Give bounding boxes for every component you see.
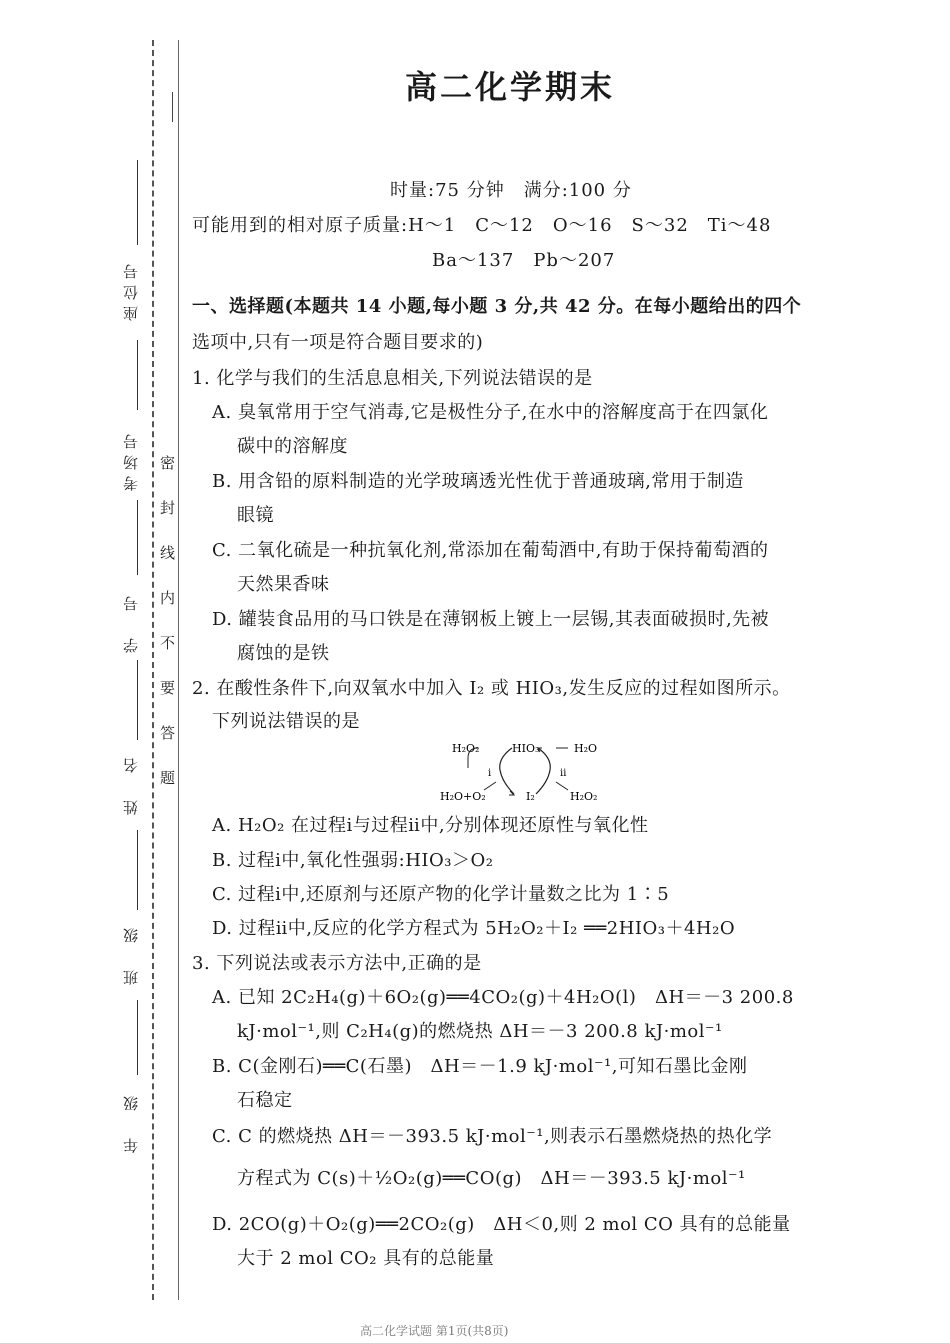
grade-line <box>137 1000 138 1075</box>
page-title: 高二化学期末 <box>404 68 615 106</box>
margin-border <box>178 40 179 1300</box>
diagram-label-ii: ⅱ <box>560 768 567 779</box>
diagram-h2o2-bottom: H₂O₂ <box>570 790 598 803</box>
page-footer: 高二化学试题 第1页(共8页) <box>360 1324 509 1338</box>
q3-option-d-cont: 大于 2 mol CO₂ 具有的总能量 <box>237 1248 495 1269</box>
student-id-label: 学 号 <box>122 590 140 653</box>
reaction-cycle-diagram <box>438 738 608 806</box>
q1-option-c-cont: 天然果香味 <box>237 574 330 595</box>
arrow-h2o2-in-ii <box>556 782 568 790</box>
q3-option-d: D. 2CO(g)＋O₂(g)══2CO₂(g) ΔH＜0,则 2 mol CO 具有的总能量 <box>212 1214 791 1235</box>
q3-option-c-cont: 方程式为 C(s)＋½O₂(g)══CO(g) ΔH＝－393.5 kJ·mol⁻¹ <box>237 1168 746 1189</box>
student-id-line <box>137 500 138 575</box>
q1-option-c: C. 二氧化硫是一种抗氧化剂,常添加在葡萄酒中,有助于保持葡萄酒的 <box>212 540 769 561</box>
exam-room-line <box>137 340 138 410</box>
q1-option-d-cont: 腐蚀的是铁 <box>237 643 330 664</box>
class-line <box>137 830 138 910</box>
diagram-hio3: HIO₃ <box>512 742 540 755</box>
atomic-mass-line-1: 可能用到的相对原子质量:H～1 C～12 O～16 S～32 Ti～48 <box>192 215 772 236</box>
q2-option-c: C. 过程ⅰ中,还原剂与还原产物的化学计量数之比为 1∶5 <box>212 884 670 905</box>
arrow-products-out <box>484 782 496 790</box>
q1-stem: 1. 化学与我们的生活息息相关,下列说法错误的是 <box>192 368 593 389</box>
seat-number-label: 座位号 <box>122 258 140 321</box>
diagram-h2o2-top: H₂O₂ <box>452 742 480 755</box>
q1-option-d: D. 罐装食品用的马口铁是在薄钢板上镀上一层锡,其表面破损时,先被 <box>212 609 770 630</box>
q3-option-b-cont: 石稳定 <box>237 1090 293 1111</box>
name-label: 姓 名 <box>122 752 140 815</box>
q1-option-a: A. 臭氧常用于空气消毒,它是极性分子,在水中的溶解度高于在四氯化 <box>212 402 769 423</box>
q1-option-a-cont: 碳中的溶解度 <box>237 436 348 457</box>
diagram-label-i: ⅰ <box>488 768 492 779</box>
q3-option-a-cont: kJ·mol⁻¹,则 C₂H₄(g)的燃烧热 ΔH＝－3 200.8 kJ·mol⁻¹ <box>237 1021 723 1042</box>
q2-stem-cont: 下列说法错误的是 <box>212 711 360 732</box>
q2-stem: 2. 在酸性条件下,向双氧水中加入 I₂ 或 HIO₃,发生反应的过程如图所示。 <box>192 678 791 699</box>
binding-margin <box>0 0 190 1343</box>
seat-number-line <box>137 160 138 245</box>
section-heading: 一、选择题(本题共 14 小题,每小题 3 分,共 42 分。在每小题给出的四个 <box>192 296 802 317</box>
atomic-mass-line-2: Ba～137 Pb～207 <box>432 250 616 271</box>
diagram-products: H₂O+O₂ <box>440 790 486 803</box>
diagram-i2: I₂ <box>526 790 535 803</box>
time-score: 时量:75 分钟 满分:100 分 <box>390 180 632 201</box>
q2-option-d: D. 过程ⅱ中,反应的化学方程式为 5H₂O₂＋I₂ ══2HIO₃＋4H₂O <box>212 918 736 939</box>
q3-option-a: A. 已知 2C₂H₄(g)＋6O₂(g)══4CO₂(g)＋4H₂O(l) ΔH＝－3 200.8 <box>212 987 794 1008</box>
diagram-h2o: H₂O <box>574 742 598 755</box>
name-line <box>137 660 138 740</box>
grade-label: 年 级 <box>122 1090 140 1153</box>
seal-notice: 密封线内不要答题 <box>158 455 176 815</box>
q3-option-b: B. C(金刚石)══C(石墨) ΔH＝－1.9 kJ·mol⁻¹,可知石墨比金刚 <box>212 1056 748 1077</box>
class-label: 班 级 <box>122 922 140 985</box>
exam-room-label: 考场号 <box>122 428 140 491</box>
q1-option-b-cont: 眼镜 <box>237 505 274 526</box>
q3-stem: 3. 下列说法或表示方法中,正确的是 <box>192 953 482 974</box>
q1-option-b: B. 用含铅的原料制造的光学玻璃透光性优于普通玻璃,常用于制造 <box>212 471 744 492</box>
q2-option-a: A. H₂O₂ 在过程ⅰ与过程ⅱ中,分别体现还原性与氧化性 <box>212 815 649 836</box>
seal-dashed-line <box>152 40 154 1300</box>
section-heading-cont: 选项中,只有一项是符合题目要求的) <box>192 332 484 353</box>
q2-option-b: B. 过程ⅰ中,氧化性强弱:HIO₃＞O₂ <box>212 850 494 871</box>
q3-option-c: C. C 的燃烧热 ΔH＝－393.5 kJ·mol⁻¹,则表示石墨燃烧热的热化学 <box>212 1126 773 1147</box>
